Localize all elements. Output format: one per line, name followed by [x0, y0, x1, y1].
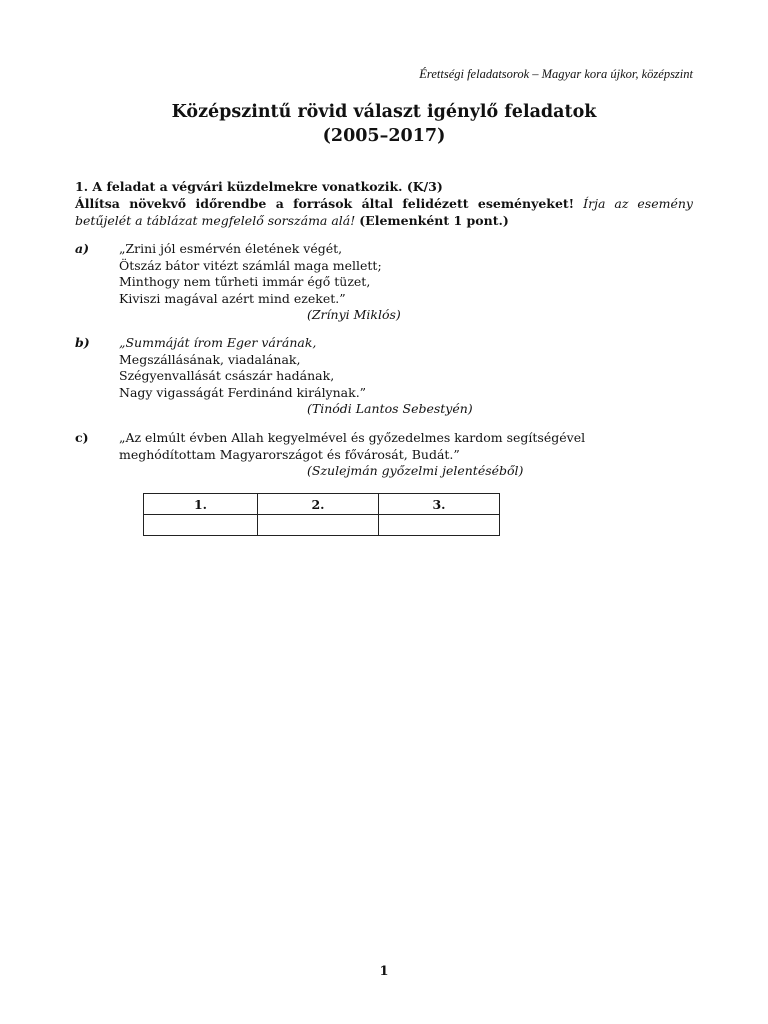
- source-b: [75, 335, 693, 418]
- instruction-bold: Állítsa növekvő időrendbe a források által felidézett eseményeket!: [75, 196, 575, 211]
- quote-line: Minthogy nem tűrheti immár égő tüzet,: [119, 274, 371, 289]
- quote-line: Szégyenvallását császár hadának,: [119, 368, 335, 383]
- source-label: b): [75, 335, 90, 350]
- source-label: a): [75, 241, 90, 256]
- source-quote: [119, 241, 693, 324]
- answer-table: [143, 493, 500, 536]
- table-header-cell: 1.: [144, 494, 258, 515]
- page-number: 1: [379, 964, 389, 979]
- table-header-cell: 3.: [379, 494, 500, 515]
- source-a: [75, 241, 693, 324]
- instruction-italic: Írja az esemény betűjelét a táblázat megfelelő sorszáma alá!: [75, 196, 693, 228]
- running-header: Érettségi feladatsorok – Magyar kora újkor, középszint: [419, 67, 693, 81]
- source-c: [75, 430, 693, 480]
- answer-cell-1[interactable]: [144, 515, 258, 536]
- quote-line: „Az elmúlt évben Allah kegyelmével és győzedelmes kardom segítségével: [119, 430, 586, 445]
- answer-cell-3[interactable]: [379, 515, 500, 536]
- source-quote: [119, 430, 693, 480]
- source-quote: [119, 335, 693, 418]
- task-instruction: [75, 195, 693, 229]
- quote-line: Megszállásának, viadalának,: [119, 351, 301, 367]
- table-answer-row: [144, 515, 500, 536]
- answer-cell-2[interactable]: [258, 515, 379, 536]
- title-line-1: Középszintű rövid választ igénylő feladatok: [171, 102, 597, 122]
- quote-line: Nagy vigasságát Ferdinánd királynak.”: [119, 384, 367, 400]
- quote-line: Kiviszi magával azért mind ezeket.”: [119, 290, 346, 306]
- task-intro: [75, 178, 693, 229]
- source-attribution: (Zrínyi Miklós): [307, 307, 401, 322]
- title-line-2: (2005–2017): [322, 126, 446, 146]
- table-header-row: [144, 494, 500, 515]
- quote-line: „Zrini jól esmérvén életének végét,: [119, 241, 343, 256]
- source-label: c): [75, 430, 89, 445]
- quote-line: meghódítottam Magyarországot és fővárosát, Budát.”: [119, 446, 460, 462]
- task-heading: 1. A feladat a végvári küzdelmekre vonatkozik. (K/3): [75, 179, 443, 194]
- source-attribution: (Tinódi Lantos Sebestyén): [307, 401, 473, 416]
- quote-line: Ötszáz bátor vitézt számlál maga mellett;: [119, 257, 382, 273]
- quote-line: „Summáját írom Eger várának,: [119, 335, 317, 350]
- page-title: [0, 100, 768, 148]
- table-header-cell: 2.: [258, 494, 379, 515]
- source-attribution: (Szulejmán győzelmi jelentéséből): [307, 463, 524, 478]
- points-note: (Elemenként 1 pont.): [359, 213, 509, 228]
